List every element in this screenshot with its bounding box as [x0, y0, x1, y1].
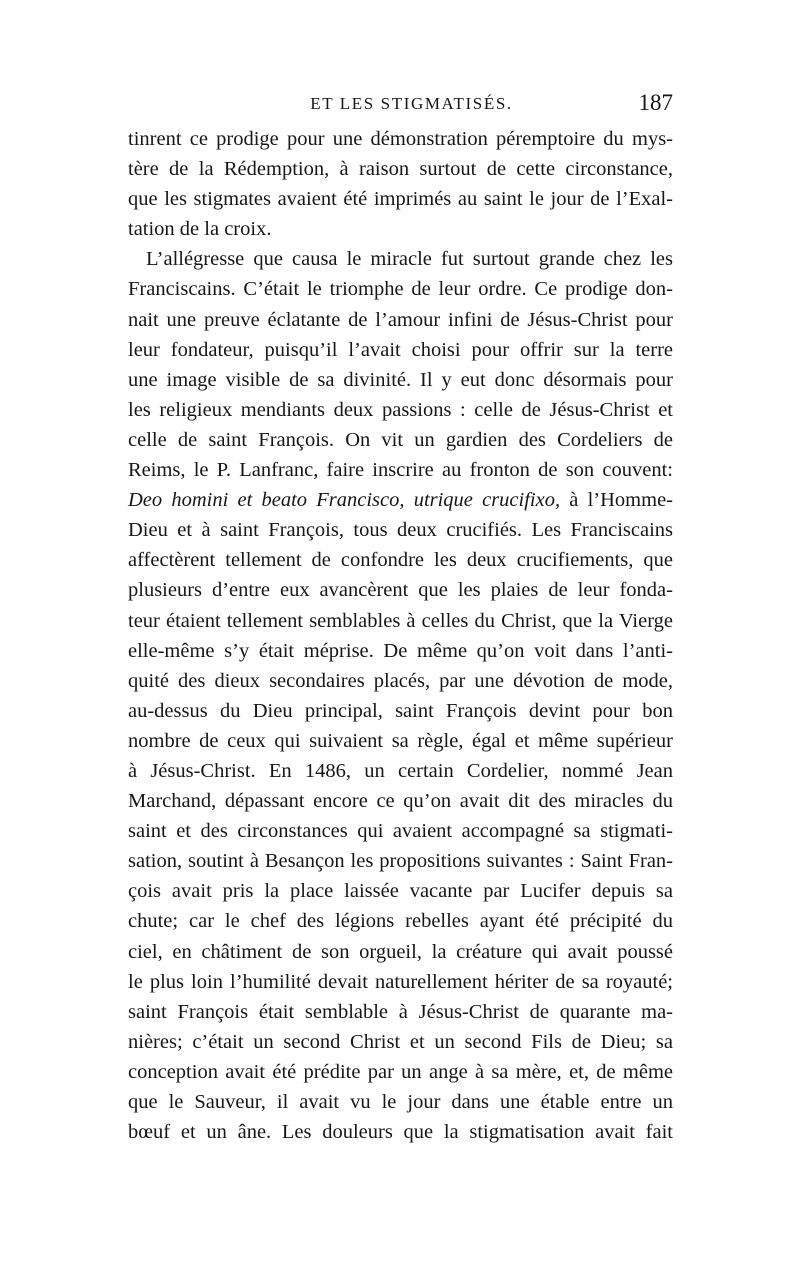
text-line: saint et des circonstances qui avaient accompagné sa stigmati- [128, 820, 673, 843]
inscription-translation: à l’Homme- [560, 489, 674, 512]
text-line: Franciscains. C’était le triomphe de leur ordre. Ce prodige don- [128, 278, 673, 301]
text-line [128, 485, 673, 515]
text-line: quité des dieux secondaires placés, par une dévotion de mode, [128, 669, 673, 692]
text-line: ciel, en châtiment de son orgueil, la créature qui avait poussé [128, 940, 673, 963]
text-line: au-dessus du Dieu principal, saint François devint pour bon [128, 699, 673, 722]
text-line: bœuf et un âne. Les douleurs que la stigmatisation avait fait [128, 1121, 673, 1144]
text-line: plusieurs d’entre eux avancèrent que les plaies de leur fonda- [128, 579, 673, 602]
text-line: nait une preuve éclatante de l’amour infini de Jésus-Christ pour [128, 308, 673, 331]
text-line: Dieu et à saint François, tous deux crucifiés. Les Franciscains [128, 519, 673, 542]
text-line: çois avait pris la place laissée vacante par Lucifer depuis sa [128, 880, 673, 903]
text-line: nières; c’était un second Christ et un second Fils de Dieu; sa [128, 1030, 673, 1053]
text-line: tation de la croix. [128, 218, 272, 241]
paragraph-first-line: L’allégresse que causa le miracle fut surtout grande chez les [146, 248, 673, 271]
page-number: 187 [638, 90, 673, 115]
text-line: conception avait été prédite par un ange à sa mère, et, de même [128, 1060, 673, 1083]
text-line: Marchand, dépassant encore ce qu’on avait dit des miracles du [128, 790, 673, 813]
latin-inscription: Deo homini et beato Francisco, utrique crucifixo, [128, 489, 561, 512]
text-line: que le Sauveur, il avait vu le jour dans une étable entre un [128, 1091, 673, 1113]
text-line: sation, soutint à Besançon les propositions suivantes : Saint Fran- [128, 850, 673, 873]
text-line: elle-même s’y était méprise. De même qu’on voit dans l’anti- [128, 639, 673, 662]
running-title: ET LES STIGMATISÉS. [310, 94, 513, 113]
text-line: saint François était semblable à Jésus-Christ de quarante ma- [128, 1000, 673, 1023]
text-line: que les stigmates avaient été imprimés au saint le jour de l’Exal- [128, 188, 673, 211]
text-line: Reims, le P. Lanfranc, faire inscrire au fronton de son couvent: [128, 459, 673, 482]
text-line: affectèrent tellement de confondre les deux crucifiements, que [128, 549, 673, 572]
text-line: leur fondateur, puisqu’il l’avait choisi pour offrir sur la terre [128, 338, 673, 361]
text-line: chute; car le chef des légions rebelles ayant été précipité du [128, 910, 673, 933]
text-line: tinrent ce prodige pour une démonstration péremptoire du mys- [128, 128, 673, 150]
text-line: celle de saint François. On vit un gardien des Cordeliers de [128, 428, 673, 451]
text-line: nombre de ceux qui suivaient sa règle, égal et même supérieur [128, 729, 673, 752]
running-header [128, 92, 673, 122]
text-line: tère de la Rédemption, à raison surtout de cette circonstance, [128, 158, 673, 181]
text-line: teur étaient tellement semblables à celles du Christ, que la Vierge [128, 609, 673, 632]
text-line: le plus loin l’humilité devait naturellement hériter de sa royauté; [128, 970, 673, 993]
text-line: à Jésus-Christ. En 1486, un certain Cordelier, nommé Jean [128, 759, 673, 782]
body-text [128, 124, 673, 1147]
text-line: une image visible de sa divinité. Il y eut donc désormais pour [128, 368, 673, 391]
text-line: les religieux mendiants deux passions : celle de Jésus-Christ et [128, 398, 673, 421]
